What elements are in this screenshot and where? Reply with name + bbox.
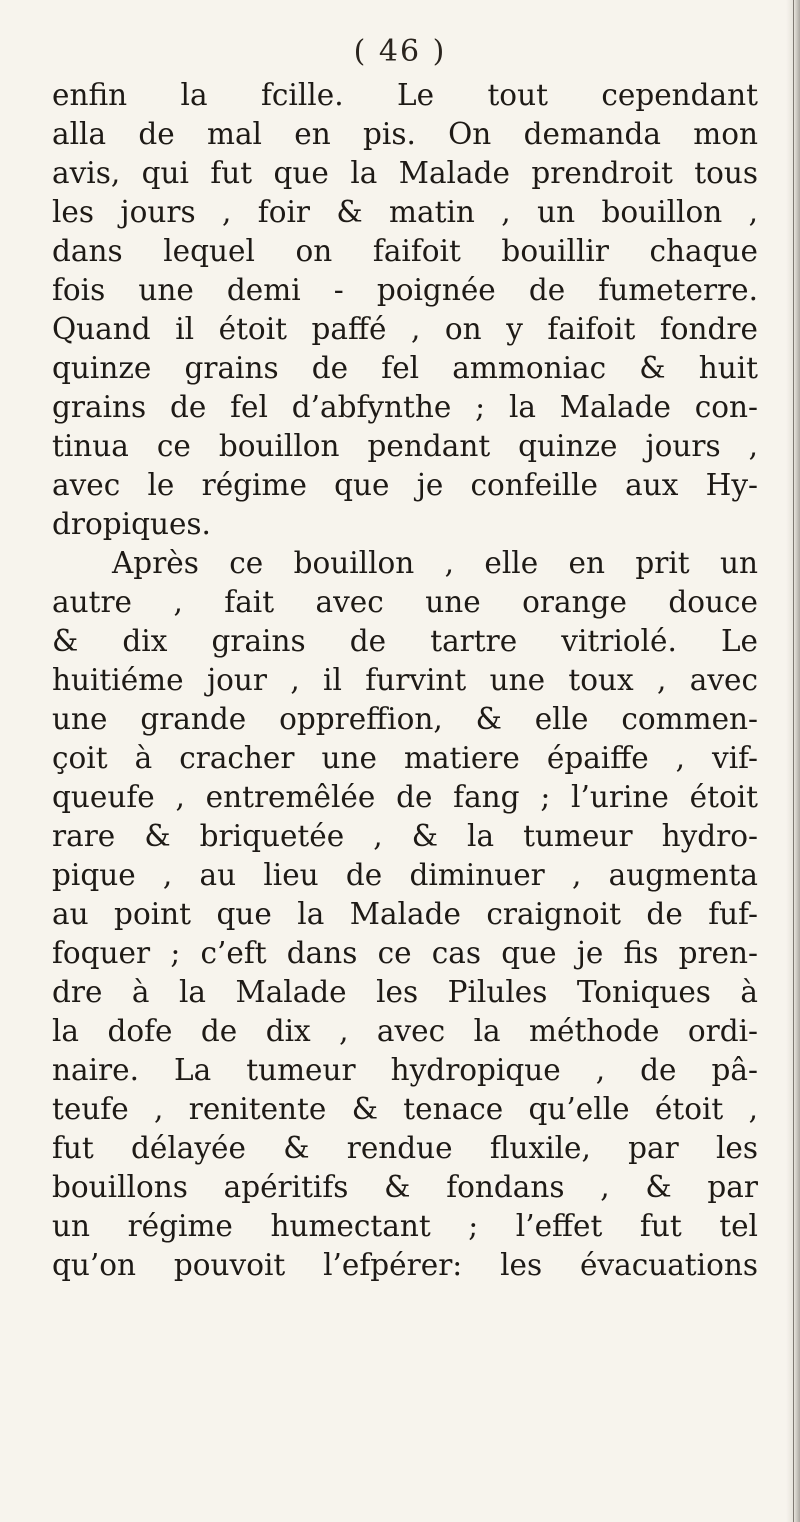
text-line: au point que la Malade craignoit de fuf- — [52, 897, 758, 931]
page-number: ( 46 ) — [353, 34, 447, 69]
text-line: une grande oppreffion, & elle commen- — [52, 702, 758, 736]
text-line: un régime humectant ; l’effet fut tel — [52, 1209, 758, 1243]
text-line: grains de fel d’abfynthe ; la Malade con- — [52, 390, 758, 424]
text-line: Quand il étoit paffé , on y faifoit fondre — [52, 312, 758, 346]
text-line: fut délayée & rendue fluxile, par les — [52, 1131, 758, 1165]
text-line: tinua ce bouillon pendant quinze jours , — [52, 429, 758, 463]
text-line: dropiques. — [52, 507, 211, 541]
text-line: dre à la Malade les Pilules Toniques à — [52, 975, 758, 1009]
text-line: pique , au lieu de diminuer , augmenta — [52, 858, 758, 892]
text-line: enfin la fcille. Le tout cependant — [52, 78, 758, 112]
text-line: naire. La tumeur hydropique , de pâ- — [52, 1053, 758, 1087]
body-text — [52, 76, 758, 1285]
text-line: bouillons apéritifs & fondans , & par — [52, 1170, 758, 1204]
text-line: queufe , entremêlée de fang ; l’urine étoit — [52, 780, 758, 814]
text-line: foquer ; c’eft dans ce cas que je fis pren- — [52, 936, 758, 970]
text-line: qu’on pouvoit l’efpérer: les évacuations — [52, 1248, 758, 1282]
text-line: huitiéme jour , il furvint une toux , avec — [52, 663, 758, 697]
text-line: avec le régime que je confeille aux Hy- — [52, 468, 758, 502]
text-line: les jours , foir & matin , un bouillon , — [52, 195, 758, 229]
page-edge-line — [793, 0, 794, 1522]
text-line: la dofe de dix , avec la méthode ordi- — [52, 1014, 758, 1048]
paragraph-start-line: Après ce bouillon , elle en prit un — [112, 546, 758, 580]
text-line: teufe , renitente & tenace qu’elle étoit , — [52, 1092, 758, 1126]
text-line: dans lequel on faifoit bouillir chaque — [52, 234, 758, 268]
text-line: & dix grains de tartre vitriolé. Le — [52, 624, 758, 658]
text-line: autre , fait avec une orange douce — [52, 585, 758, 619]
text-line: quinze grains de fel ammoniac & huit — [52, 351, 758, 385]
text-line: rare & briquetée , & la tumeur hydro- — [52, 819, 758, 853]
text-line: fois une demi - poignée de fumeterre. — [52, 273, 758, 307]
text-line: avis, qui fut que la Malade prendroit tous — [52, 156, 758, 190]
text-line: alla de mal en pis. On demanda mon — [52, 117, 758, 151]
text-line: çoit à cracher une matiere épaiffe , vif- — [52, 741, 758, 775]
